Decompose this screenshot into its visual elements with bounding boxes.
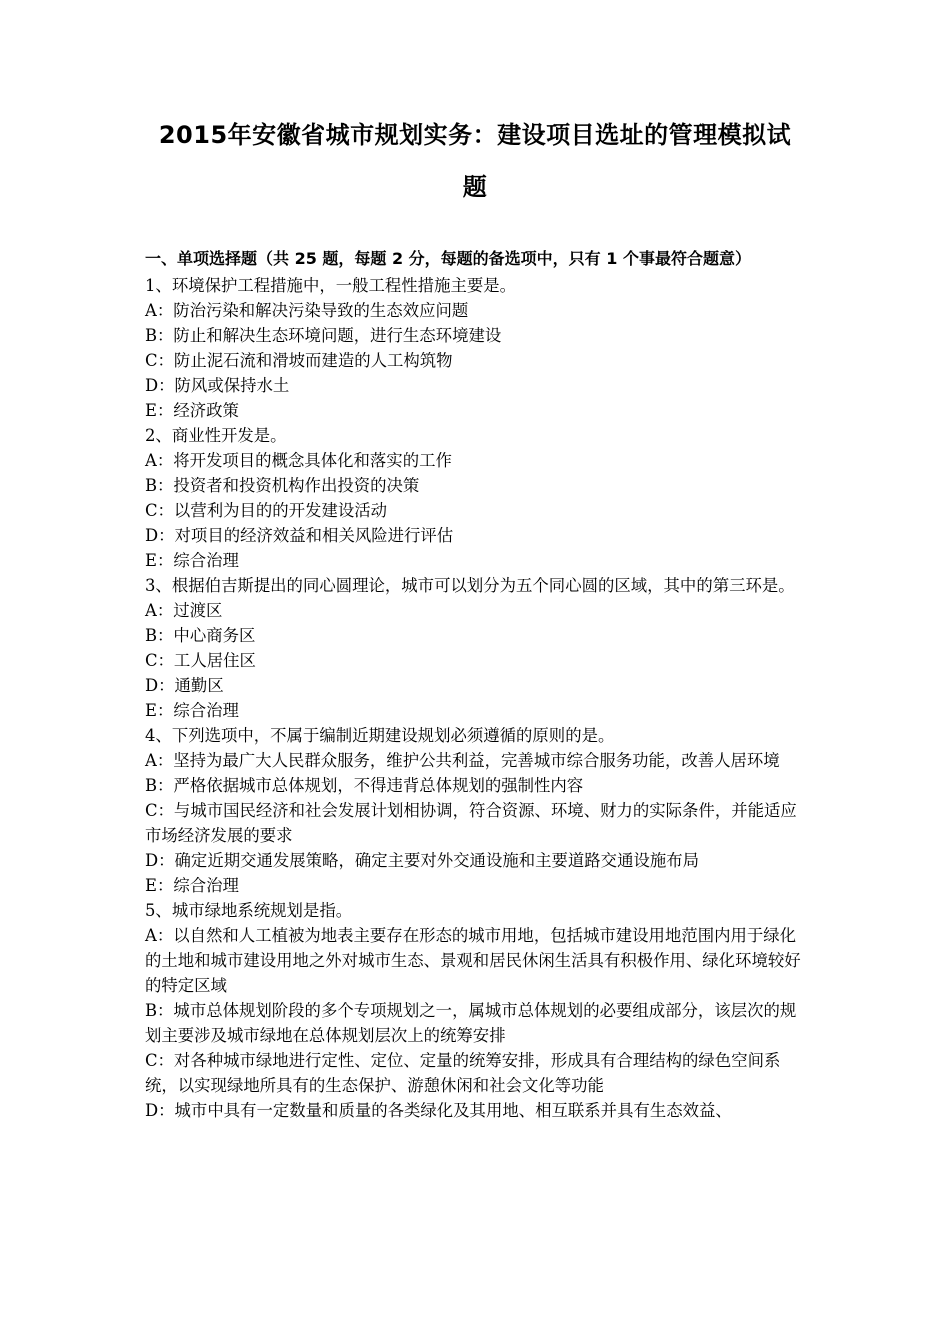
option-a: A：以自然和人工植被为地表主要存在形态的城市用地，包括城市建设用地范围内用于绿化的土地和城市建设用地之外对城市生态、景观和居民休闲生活具有积极作用、绿化环境较好的特定区域: [145, 926, 801, 995]
option-c: C：工人居住区: [145, 651, 256, 670]
option-d: D：确定近期交通发展策略，确定主要对外交通设施和主要道路交通设施布局: [145, 851, 700, 870]
option-e: E：综合治理: [145, 551, 239, 570]
option-a: A：防治污染和解决污染导致的生态效应问题: [145, 301, 469, 320]
option-c: C：防止泥石流和滑坡而建造的人工构筑物: [145, 351, 453, 370]
option-b: B：中心商务区: [145, 626, 256, 645]
option-b: B：严格依据城市总体规划，不得违背总体规划的强制性内容: [145, 776, 584, 795]
option-d: D：通勤区: [145, 676, 224, 695]
option-d: D：城市中具有一定数量和质量的各类绿化及其用地、相互联系并具有生态效益、: [145, 1101, 732, 1120]
option-e: E：综合治理: [145, 876, 239, 895]
question-stem: 4、下列选项中，不属于编制近期建设规划必须遵循的原则的是。: [145, 726, 615, 745]
question-stem: 2、商业性开发是。: [145, 426, 287, 445]
option-c: C：以营利为目的的开发建设活动: [145, 501, 388, 520]
option-e: E：经济政策: [145, 401, 239, 420]
document-title-line-1: 2015年安徽省城市规划实务：建设项目选址的管理模拟试: [158, 121, 792, 149]
question-stem: 3、根据伯吉斯提出的同心圆理论，城市可以划分为五个同心圆的区域，其中的第三环是。: [145, 576, 795, 595]
option-c: C：与城市国民经济和社会发展计划相协调，符合资源、环境、财力的实际条件，并能适应市场经济发展的要求: [145, 801, 797, 845]
question-4: [145, 723, 810, 898]
option-a: A：过渡区: [145, 601, 223, 620]
document-body: [145, 246, 810, 1123]
option-d: D：对项目的经济效益和相关风险进行评估: [145, 526, 454, 545]
question-stem: 5、城市绿地系统规划是指。: [145, 901, 353, 920]
question-stem: 1、环境保护工程措施中，一般工程性措施主要是。: [145, 276, 517, 295]
option-a: A：坚持为最广大人民群众服务，维护公共利益，完善城市综合服务功能，改善人居环境: [145, 751, 780, 770]
option-b: B：防止和解决生态环境问题，进行生态环境建设: [145, 326, 502, 345]
question-5: [145, 898, 810, 1123]
question-3: [145, 573, 810, 723]
option-c: C：对各种城市绿地进行定性、定位、定量的统筹安排，形成具有合理结构的绿色空间系统，以实现绿地所具有的生态保护、游憩休闲和社会文化等功能: [145, 1051, 781, 1095]
option-a: A：将开发项目的概念具体化和落实的工作: [145, 451, 452, 470]
option-b: B：城市总体规划阶段的多个专项规划之一，属城市总体规划的必要组成部分，该层次的规划主要涉及城市绿地在总体规划层次上的统筹安排: [145, 1001, 797, 1045]
option-d: D：防风或保持水土: [145, 376, 290, 395]
option-e: E：综合治理: [145, 701, 239, 720]
question-2: [145, 423, 810, 573]
section-heading: 一、单项选择题（共 25 题，每题 2 分，每题的备选项中，只有 1 个事最符合题意）: [145, 249, 751, 268]
option-b: B：投资者和投资机构作出投资的决策: [145, 476, 420, 495]
document-title-line-2: 题: [462, 173, 488, 201]
question-1: [145, 273, 810, 423]
